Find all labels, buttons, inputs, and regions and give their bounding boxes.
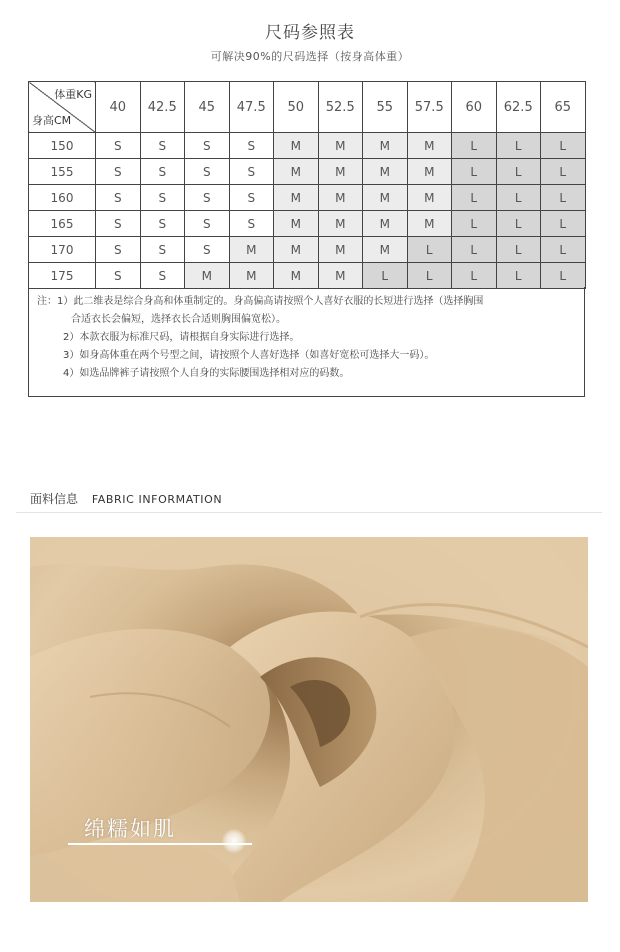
size-cell: M — [229, 263, 274, 289]
size-cell: M — [274, 263, 319, 289]
height-cell: 150 — [29, 133, 96, 159]
fabric-caption: 绵糯如肌 — [84, 817, 176, 841]
fabric-photo — [30, 537, 588, 902]
table-corner-cell — [29, 82, 96, 133]
size-cell: M — [318, 133, 363, 159]
size-cell: M — [363, 159, 408, 185]
size-row — [29, 211, 586, 237]
size-cell: M — [274, 159, 319, 185]
size-cell: S — [140, 211, 185, 237]
size-row — [29, 159, 586, 185]
size-cell: S — [185, 211, 230, 237]
size-cell: M — [407, 159, 452, 185]
weight-header-cell: 50 — [274, 82, 319, 133]
size-cell: L — [452, 237, 497, 263]
size-cell: S — [229, 159, 274, 185]
size-cell: S — [96, 133, 141, 159]
height-cell: 165 — [29, 211, 96, 237]
size-cell: M — [274, 133, 319, 159]
height-axis-label: 身高CM — [32, 114, 72, 127]
size-cell: M — [407, 133, 452, 159]
size-cell: S — [185, 237, 230, 263]
page-title: 尺码参照表 — [265, 23, 355, 43]
size-cell: S — [185, 159, 230, 185]
height-cell: 170 — [29, 237, 96, 263]
fabric-section-header — [30, 490, 222, 507]
caption-underline — [68, 843, 252, 845]
size-cell: M — [407, 211, 452, 237]
note-4: 4）如选品牌裤子请按照个人自身的实际腰围选择相对应的码数。 — [63, 368, 350, 379]
note-1: 注：1）此二维表是综合身高和体重制定的。身高偏高请按照个人喜好衣服的长短进行选择（选择胸围 — [37, 296, 484, 307]
size-cell: L — [541, 159, 586, 185]
size-cell: L — [452, 133, 497, 159]
weight-header-cell: 40 — [96, 82, 141, 133]
size-cell: M — [407, 185, 452, 211]
size-cell: L — [541, 237, 586, 263]
size-cell: L — [496, 133, 541, 159]
weight-header-cell: 65 — [541, 82, 586, 133]
fabric-title-en: FABRIC INFORMATION — [91, 493, 223, 506]
size-row — [29, 133, 586, 159]
section-divider — [16, 512, 602, 513]
size-cell: L — [496, 237, 541, 263]
size-row — [29, 185, 586, 211]
weight-header-row — [29, 82, 586, 133]
size-cell: L — [541, 185, 586, 211]
weight-header-cell: 45 — [185, 82, 230, 133]
size-cell: M — [274, 211, 319, 237]
size-row — [29, 263, 586, 289]
height-cell: 155 — [29, 159, 96, 185]
weight-header-cell: 60 — [452, 82, 497, 133]
size-cell: S — [140, 237, 185, 263]
size-cell: S — [229, 133, 274, 159]
size-cell: S — [140, 185, 185, 211]
size-cell: M — [185, 263, 230, 289]
weight-header-cell: 42.5 — [140, 82, 185, 133]
size-cell: S — [96, 211, 141, 237]
size-cell: L — [407, 263, 452, 289]
size-cell: L — [541, 133, 586, 159]
size-cell: S — [96, 237, 141, 263]
size-chart-table — [28, 81, 586, 289]
size-cell: S — [185, 185, 230, 211]
note-2: 2）本款衣服为标准尺码，请根据自身实际进行选择。 — [63, 332, 300, 343]
weight-header-cell: 47.5 — [229, 82, 274, 133]
note-3: 3）如身高体重在两个号型之间，请按照个人喜好选择（如喜好宽松可选择大一码）。 — [63, 350, 435, 361]
weight-header-cell: 62.5 — [496, 82, 541, 133]
size-cell: M — [318, 185, 363, 211]
weight-header-cell: 55 — [363, 82, 408, 133]
size-cell: M — [363, 237, 408, 263]
weight-header-cell: 57.5 — [407, 82, 452, 133]
size-cell: M — [229, 237, 274, 263]
size-cell: M — [318, 159, 363, 185]
size-cell: L — [496, 211, 541, 237]
note-1-continued: 合适衣长会偏短，选择衣长合适则胸围偏宽松）。 — [71, 314, 286, 325]
size-cell: L — [452, 159, 497, 185]
height-cell: 160 — [29, 185, 96, 211]
page-subtitle: 可解决90%的尺码选择（按身高体重） — [210, 50, 410, 63]
size-cell: M — [363, 211, 408, 237]
fabric-folds-image — [30, 537, 588, 902]
size-cell: M — [318, 263, 363, 289]
caption-highlight-dot — [222, 829, 246, 853]
height-cell: 175 — [29, 263, 96, 289]
size-cell: S — [229, 185, 274, 211]
size-cell: L — [452, 185, 497, 211]
size-cell: S — [140, 159, 185, 185]
weight-axis-label: 体重KG — [54, 88, 92, 101]
size-cell: S — [140, 263, 185, 289]
size-cell: M — [318, 211, 363, 237]
size-cell: S — [140, 133, 185, 159]
size-cell: M — [274, 237, 319, 263]
size-cell: S — [96, 159, 141, 185]
weight-header-cell: 52.5 — [318, 82, 363, 133]
size-cell: L — [452, 211, 497, 237]
size-cell: S — [96, 185, 141, 211]
size-cell: L — [407, 237, 452, 263]
size-notes — [28, 287, 585, 397]
size-cell: S — [96, 263, 141, 289]
size-cell: L — [496, 159, 541, 185]
size-cell: M — [274, 185, 319, 211]
size-cell: M — [363, 185, 408, 211]
size-cell: L — [541, 211, 586, 237]
size-row — [29, 237, 586, 263]
size-cell: L — [452, 263, 497, 289]
size-cell: L — [496, 185, 541, 211]
size-cell: L — [541, 263, 586, 289]
size-cell: M — [363, 133, 408, 159]
size-cell: L — [496, 263, 541, 289]
size-cell: L — [363, 263, 408, 289]
size-cell: S — [229, 211, 274, 237]
fabric-title-cn: 面料信息 — [30, 492, 79, 506]
size-cell: S — [185, 133, 230, 159]
size-cell: M — [318, 237, 363, 263]
